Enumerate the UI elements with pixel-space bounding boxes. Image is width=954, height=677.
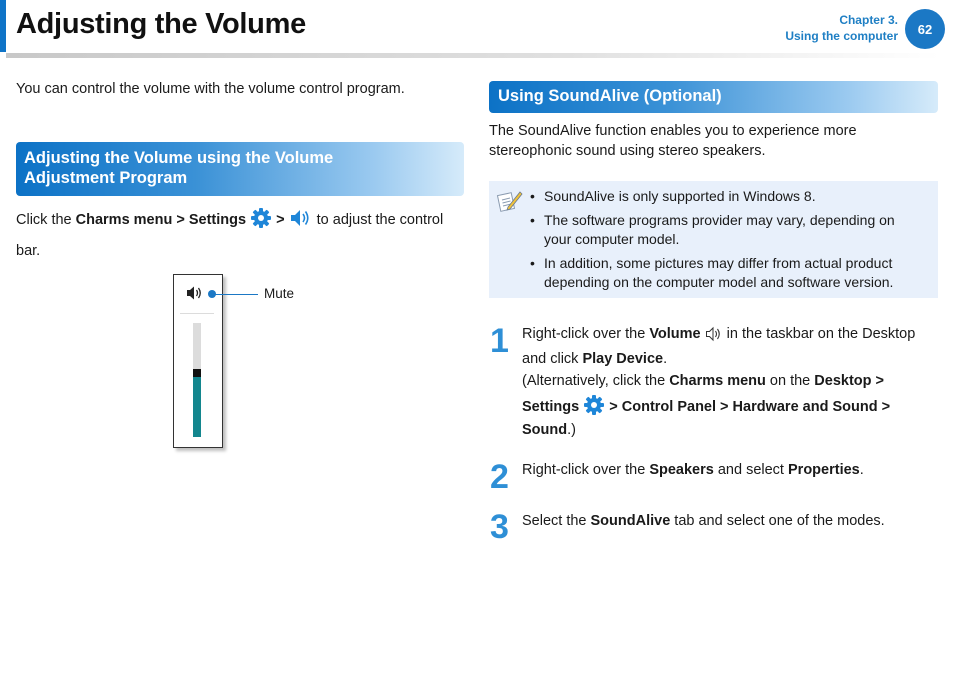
note-item: • SoundAlive is only supported in Windows 8. [530,188,816,204]
title-accent-bar [0,0,6,52]
taskbar-speaker-icon [705,325,723,349]
chapter-number: Chapter 3. [839,13,898,27]
instruction-text-1: Click the [16,212,76,228]
note-text: SoundAlive is only supported in Windows 8. [544,188,816,204]
instruction-arrow: > [276,212,285,228]
chapter-info [785,12,898,44]
volume-panel-divider [180,313,214,314]
step-2-text: Right-click over the Speakers and select Properties. [522,462,864,478]
step-1-text: Right-click over the Volume in the taskbar on the Desktop and click Play Device. [522,326,916,367]
page-number-badge: 62 [905,9,945,49]
section-heading-volume-text: Adjusting the Volume using the Volume Adjustment Program [24,149,334,187]
gear-icon [583,394,605,416]
step-number-3: 3 [490,508,509,546]
charms-settings-label: Charms menu > Settings [75,212,247,228]
mute-callout-dot [208,290,216,298]
speakers-label: Speakers [649,462,714,478]
header-divider [6,53,940,58]
soundalive-tab-label: SoundAlive [590,513,671,529]
note-text: The software programs provider may vary, depending on your computer model. [544,212,895,247]
note-text: In addition, some pictures may differ from actual product depending on the computer model and software version. [544,255,894,290]
chapter-title: Using the computer [785,29,898,43]
speaker-icon [289,207,313,238]
step-3-text: Select the SoundAlive tab and select one of the modes. [522,513,885,529]
step-1-alternative: (Alternatively, click the Charms menu on the Desktop > Settings > Control Panel > Hardware and Sound > Sound.) [522,373,891,438]
volume-speaker-icon [186,285,206,306]
step-number-2: 2 [490,458,509,496]
volume-instruction [16,207,468,264]
intro-text: You can control the volume with the volume control program. [16,81,405,97]
mute-label: Mute [264,286,295,301]
section-heading-soundalive [489,81,938,113]
soundalive-description: The SoundAlive function enables you to experience more stereophonic sound using stereo speakers. [489,123,857,159]
volume-slider[interactable] [193,323,201,437]
volume-slider-fill [193,373,201,437]
note-box [489,181,938,298]
mute-callout-line [214,294,258,295]
memo-pencil-icon [496,189,524,218]
instruction-text-2: to adjust the control bar. [16,212,444,259]
section-heading-volume [16,142,464,196]
step-number-1: 1 [490,322,509,360]
page-title: Adjusting the Volume [16,8,306,40]
gear-icon [250,207,272,229]
section-heading-soundalive-text: Using SoundAlive (Optional) [498,87,722,105]
note-item: • The software programs provider may vary, depending on your computer model. [530,212,895,247]
play-device-label: Play Device [582,351,664,367]
volume-slider-thumb[interactable] [193,369,201,377]
volume-label: Volume [649,326,701,342]
note-item: • In addition, some pictures may differ from actual product depending on the computer model and software version. [530,255,894,290]
properties-label: Properties [788,462,860,478]
